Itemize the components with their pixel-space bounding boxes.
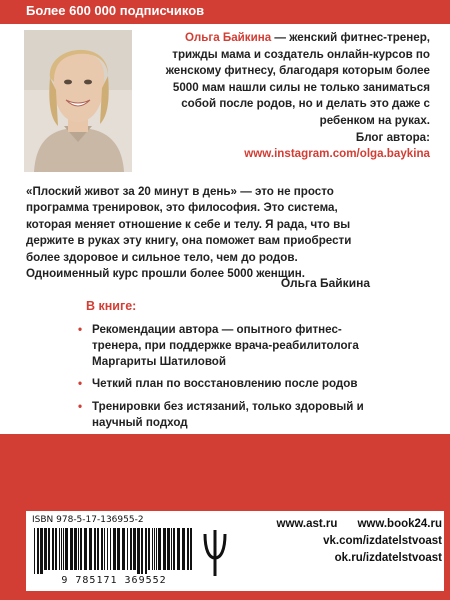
barcode-bar	[154, 528, 155, 570]
barcode-bar	[97, 528, 99, 570]
barcode-bar	[163, 528, 166, 570]
barcode-bar	[52, 528, 54, 570]
barcode-bar	[107, 528, 108, 570]
barcode-bar	[55, 528, 57, 570]
barcode-bar	[89, 528, 92, 570]
instagram-link[interactable]: www.instagram.com/olga.baykina	[244, 147, 430, 161]
author-bio	[144, 30, 430, 163]
barcode-bar	[127, 528, 128, 570]
barcode-bar	[158, 528, 161, 570]
barcode-bar	[148, 528, 150, 570]
barcode-bar	[137, 528, 140, 574]
barcode-bar	[74, 528, 77, 570]
vk-link[interactable]: vk.com/izdatelstvoast	[323, 535, 442, 547]
barcode-bar	[141, 528, 143, 574]
list-item	[78, 376, 378, 392]
barcode-bar	[63, 528, 64, 570]
author-bio-text: — женский фитнес-тренер, трижды мама и создатель онлайн-курсов по женскому фитнесу, благодаря которым более 5000 мам нашли силы не только заниматься собой после родов, но и делать это даже с ребенком на руках.	[165, 31, 430, 127]
book24-link[interactable]: www.book24.ru	[357, 518, 442, 530]
barcode-bar	[94, 528, 96, 570]
publisher-links	[230, 516, 442, 567]
in-book-heading: В книге:	[86, 299, 137, 313]
barcode-bar	[130, 528, 132, 570]
barcode-bar	[78, 528, 79, 570]
barcode-bar	[65, 528, 68, 570]
barcode-bar	[104, 528, 105, 570]
barcode-bar	[190, 528, 192, 570]
barcode-bar	[173, 528, 175, 570]
bullet-icon: •	[78, 323, 83, 336]
author-name: Ольга Байкина	[185, 31, 272, 44]
barcode-digits: 9 785171 369552	[61, 575, 167, 586]
list-item	[78, 322, 378, 369]
publisher-logo-icon	[202, 528, 228, 578]
subscriber-banner	[0, 0, 450, 24]
barcode-bar	[145, 528, 147, 574]
bullet-icon: •	[78, 400, 83, 414]
ok-link[interactable]: ok.ru/izdatelstvoast	[334, 552, 442, 564]
barcode-bar	[182, 528, 185, 570]
book-description: «Плоский живот за 20 минут в день» — это не просто программа тренировок, это философия. Это система, которая меняет отношение к себе и телу. Я рада, что вы держите в руках эту книгу, она поможет вам приобрести более здоровое и сильное тело, чем до родов. Одноименный курс прошли более 5000 женщин.	[26, 185, 352, 281]
barcode-bar	[156, 528, 157, 570]
barcode-bar	[61, 528, 62, 570]
barcode-bar	[122, 528, 125, 570]
barcode-bar	[187, 528, 189, 570]
barcode-bar	[48, 528, 50, 570]
barcode-bar	[59, 528, 60, 570]
list-item-text: Тренировки без истязаний, только здоровый и научный подход	[92, 400, 364, 429]
isbn-number: ISBN 978-5-17-136955-2	[32, 515, 144, 525]
barcode-bar	[113, 528, 116, 570]
list-item-text: Четкий план по восстановлению после родов	[92, 377, 358, 391]
in-book-list	[78, 322, 378, 438]
subscriber-count-text: Более 600 000 подписчиков	[26, 3, 205, 18]
barcode-bar	[80, 528, 82, 570]
bullet-icon: •	[78, 377, 83, 391]
barcode-bar	[177, 528, 180, 570]
list-item-text: Рекомендации автора — опытного фитнес-тренера, при поддержке врача-реабилитолога Маргариты Шатиловой	[92, 323, 359, 368]
author-photo	[24, 30, 132, 172]
barcode-bar	[152, 528, 153, 570]
barcode-bar	[117, 528, 120, 570]
barcode-bar	[44, 528, 47, 570]
barcode-bar	[167, 528, 170, 570]
barcode-bar	[70, 528, 73, 570]
barcode-bar	[40, 528, 43, 574]
list-item	[78, 399, 378, 431]
barcode-bar	[84, 528, 87, 570]
author-signature: Ольга Байкина	[280, 276, 370, 290]
barcode-bar	[133, 528, 136, 570]
barcode-bar	[34, 528, 35, 574]
barcode-block	[30, 515, 198, 585]
author-portrait-image	[24, 30, 132, 172]
barcode-bar	[101, 528, 103, 570]
barcode-bar	[171, 528, 172, 570]
ast-link[interactable]: www.ast.ru	[276, 518, 338, 530]
barcode-icon	[30, 528, 198, 574]
barcode-bar	[37, 528, 39, 574]
barcode-bar	[110, 528, 111, 570]
blog-label: Блог автора:	[355, 130, 430, 144]
